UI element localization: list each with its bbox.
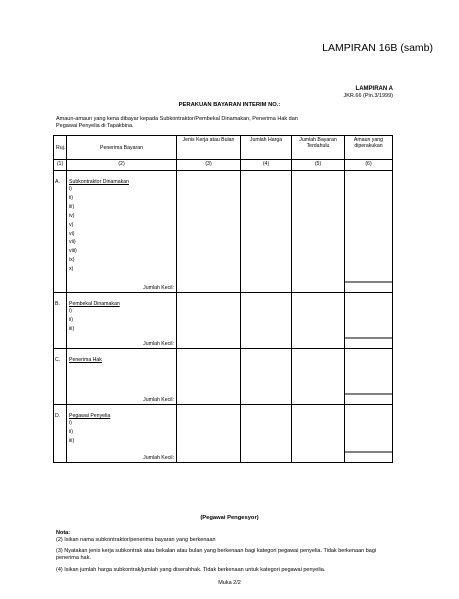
col-header-terdahulu: Jumlah Bayaran Terdahulu [292, 136, 345, 160]
cell [241, 171, 292, 293]
list-item: ii) [69, 428, 74, 435]
list-item: ii) [69, 194, 74, 201]
subtotal-label: Jumlah Kecil: [143, 455, 174, 461]
section-title: Pegawai Penyelia [69, 413, 111, 419]
col-number: (6) [345, 160, 393, 171]
section-title: Pembekal Dinamakan [69, 301, 120, 307]
cell [241, 293, 292, 349]
cell [345, 293, 393, 349]
cell [345, 171, 393, 293]
list-item: ii) [69, 316, 74, 323]
col-header-harga: Jumlah Harga [241, 136, 292, 160]
cell [292, 405, 345, 463]
notes-block [56, 530, 396, 573]
section-title: Subkontraktor Dinamakan [69, 179, 129, 185]
page-number: Muka 2/2 [218, 580, 241, 586]
list-item: vi) [69, 230, 75, 237]
signature-label: (Pegawai Pengesyor) [200, 515, 259, 521]
list-item: i) [69, 308, 72, 314]
item-list [69, 185, 174, 274]
list-item: v) [69, 221, 74, 228]
section-ref: D. [54, 405, 67, 463]
list-item: i) [69, 186, 72, 192]
list-item: i) [69, 420, 72, 426]
section-ref: A. [54, 171, 67, 293]
col-number: (5) [292, 160, 345, 171]
cell [177, 405, 241, 463]
col-header-jenis: Jenis Kerja atau Bulan [177, 136, 241, 160]
cell [177, 293, 241, 349]
section-title: Penerima Hak [69, 357, 102, 363]
lampiran-16b-label: LAMPIRAN 16B (samb) [322, 42, 433, 54]
form-reference: JKR.66 (Pin.3/1999) [343, 93, 393, 99]
section-b-cell [67, 293, 177, 349]
item-list [69, 419, 174, 446]
col-header-amaun: Amaun yang diperakukan [345, 136, 393, 160]
col-number: (2) [67, 160, 177, 171]
cell [177, 349, 241, 405]
lampiran-a-label: LAMPIRAN A [355, 86, 393, 92]
table-header-row [54, 136, 393, 160]
section-d-row [54, 405, 393, 463]
subtotal-label: Jumlah Kecil: [143, 397, 174, 403]
section-ref: B. [54, 293, 67, 349]
list-item: iii) [69, 203, 75, 210]
item-list [69, 307, 174, 334]
cell [241, 349, 292, 405]
list-item: vii) [69, 239, 76, 246]
col-header-ruj: Ruj. [54, 136, 67, 160]
cell [345, 349, 393, 405]
table-number-row [54, 160, 393, 171]
list-item: ix) [69, 257, 75, 264]
section-a-cell [67, 171, 177, 293]
list-item: iii) [69, 325, 75, 332]
cell [292, 349, 345, 405]
list-item: viii) [69, 248, 77, 255]
col-number: (1) [54, 160, 67, 171]
cell [292, 171, 345, 293]
col-header-penerima: Penerima Bayaran [67, 136, 177, 160]
intro-text: Amaun-amaun yang kena dibayar kepada Subkontraktor/Pembekal Dinamakan, Penerima Hak dan Pegawai Penyelia di Tapakbina. [56, 116, 298, 129]
note-item: (2) Isikan nama subkontraktor/penerima bayaran yang berkenaan [56, 536, 216, 543]
subtotal-label: Jumlah Kecil: [143, 285, 174, 291]
list-item: iv) [69, 212, 75, 219]
col-number: (4) [241, 160, 292, 171]
list-item: x) [69, 266, 74, 273]
note-item: (3) Nyatakan jenis kerja subkontrak atau bekalan atau bulan yang berkenaan bagi kategori pegawai penyelia. Tidak berkenaan bagi penerima hak. [56, 547, 377, 561]
list-item: iii) [69, 437, 75, 444]
subtotal-label: Jumlah Kecil: [143, 341, 174, 347]
section-d-cell [67, 405, 177, 463]
note-item: (4) Isikan jumlah harga subkontrak/jumlah yang diserahhak. Tidak berkenaan untuk kategori pegawai penyelia. [56, 566, 326, 573]
section-ref: C. [54, 349, 67, 405]
col-number: (3) [177, 160, 241, 171]
payment-table [53, 135, 393, 463]
notes-label: Nota: [56, 530, 71, 536]
cell [241, 405, 292, 463]
section-c-cell [67, 349, 177, 405]
section-c-row [54, 349, 393, 405]
cell [177, 171, 241, 293]
section-a-row [54, 171, 393, 293]
document-title: PERAKUAN BAYARAN INTERIM NO.: [178, 102, 281, 108]
cell [292, 293, 345, 349]
cell [345, 405, 393, 463]
section-b-row [54, 293, 393, 349]
